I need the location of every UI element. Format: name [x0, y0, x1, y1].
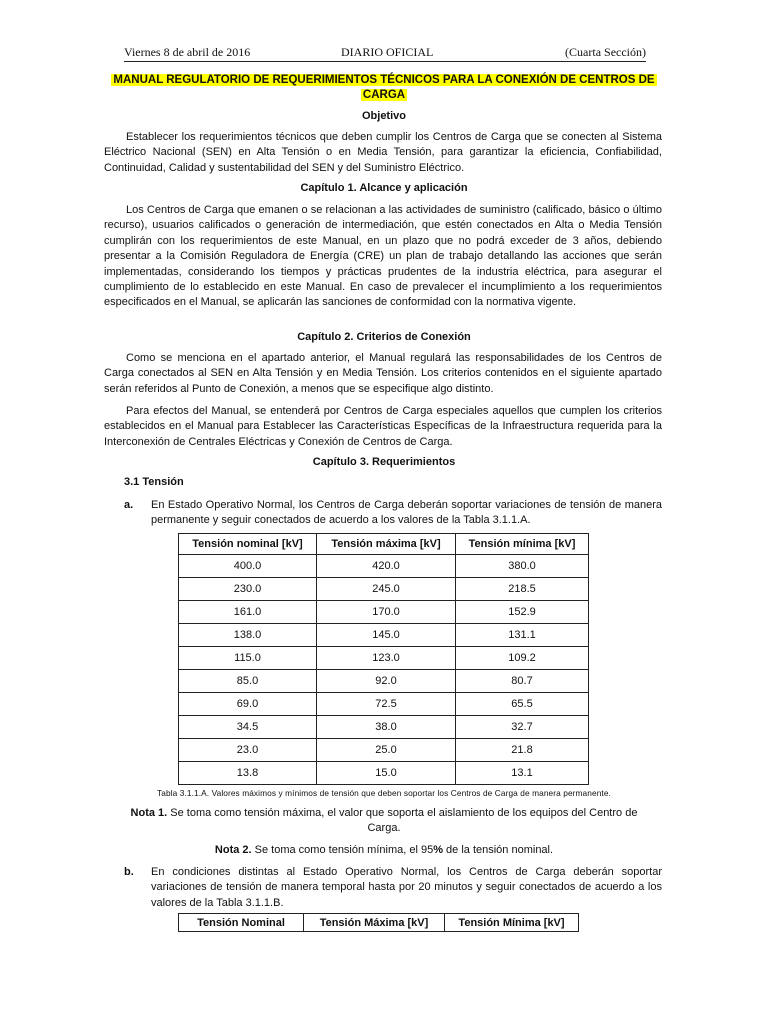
- chapter-1-heading: Capítulo 1. Alcance y aplicación: [300, 182, 468, 194]
- table-a-cell: 218.5: [456, 578, 589, 601]
- note-1-text: Se toma como tensión máxima, el valor que soporta el aislamiento de los equipos del Centro de: [167, 807, 638, 819]
- table-a-cell: 13.1: [456, 762, 589, 785]
- note-1-label: Nota 1.: [130, 807, 168, 819]
- table-a-header-row: [179, 534, 589, 555]
- document-title: [104, 73, 664, 103]
- chapter-2-paragraph-2: Para efectos del Manual, se entenderá por Centros de Carga especiales aquellos que cumplen los criterios establecidos en el Manual para Establecer las Características Específicas de la Infraestructura requerida para la Interconexión de Centrales Eléctricas y Conexión de Centros de Carga.: [104, 405, 662, 448]
- note-1: [104, 806, 664, 837]
- header-section: (Cuarta Sección): [565, 45, 646, 59]
- note-1-text-cont: Carga.: [367, 822, 401, 835]
- objetivo-heading: Objetivo: [361, 110, 406, 122]
- item-b-label: b.: [124, 866, 134, 878]
- chapter-1-paragraph: Los Centros de Carga que emanen o se relacionan a las actividades de suministro (calificado, básico o último recurso), usuarios calificados o generación de intermediación, que estén conectados en Alta o Media Tensión cumplirán con los requerimientos de este Manual, en un plazo que no podrá exceder de 3 años, debiendo presentar a la Comisión Reguladora de Energía (CRE) un plan de trabajo detallando las acciones que serán implementadas, considerando los tiempos y prácticas prudentes de la industria eléctrica, para asegurar el cumplimiento de lo establecido en este Manual. En caso de prevalecer el incumplimiento a los requerimientos especificados en el Manual, se aplicarán las sanciones de conformidad con la normativa vigente.: [104, 204, 662, 309]
- table-a-cell: 32.7: [456, 716, 589, 739]
- table-a-cell: 115.0: [179, 647, 317, 670]
- table-b-header-max: Tensión Máxima [kV]: [304, 914, 445, 932]
- item-a-text: En Estado Operativo Normal, los Centros de Carga deberán soportar variaciones de tensión de manera permanente y seguir conectados de acuerdo a los valores de la Tabla 3.1.1.A.: [151, 499, 662, 527]
- table-a-row: [179, 670, 589, 693]
- table-a-cell: 152.9: [456, 601, 589, 624]
- table-a-row: [179, 762, 589, 785]
- chapter-3-heading: Capítulo 3. Requerimientos: [312, 456, 456, 468]
- table-a-cell: 21.8: [456, 739, 589, 762]
- table-a-row: [179, 716, 589, 739]
- voltage-table-a: [178, 533, 589, 785]
- table-b-header-min: Tensión Mínima [kV]: [445, 914, 579, 932]
- note-2-label: Nota 2.: [214, 844, 252, 856]
- item-a: [124, 498, 662, 529]
- table-a-row: [179, 601, 589, 624]
- table-a-row: [179, 555, 589, 578]
- table-a-cell: 123.0: [317, 647, 456, 670]
- table-a-row: [179, 578, 589, 601]
- section-3-1-heading: 3.1 Tensión: [124, 476, 184, 488]
- table-a-row: [179, 624, 589, 647]
- table-a-cell: 85.0: [179, 670, 317, 693]
- title-line-2: CARGA: [362, 89, 406, 101]
- table-a-cell: 23.0: [179, 739, 317, 762]
- table-a-cell: 80.7: [456, 670, 589, 693]
- table-a-cell: 15.0: [317, 762, 456, 785]
- table-a-cell: 65.5: [456, 693, 589, 716]
- table-a-cell: 69.0: [179, 693, 317, 716]
- header-date: Viernes 8 de abril de 2016: [124, 45, 251, 59]
- table-a-cell: 161.0: [179, 601, 317, 624]
- note-2-text-a: Se toma como tensión mínima, el 95: [251, 844, 434, 856]
- table-a-cell: 400.0: [179, 555, 317, 578]
- note-2-percent: %: [433, 844, 443, 856]
- objetivo-paragraph: Establecer los requerimientos técnicos que deben cumplir los Centros de Carga que se conecten al Sistema Eléctrico Nacional (SEN) en Alta Tensión o en Media Tensión, para garantizar la eficiencia, Confiabilidad, Continuidad, Calidad y sustentabilidad del SEN y del Suministro Eléctrico.: [104, 131, 662, 174]
- table-a-cell: 38.0: [317, 716, 456, 739]
- table-b-header-row: [179, 914, 579, 932]
- note-2-text-b: de la tensión nominal.: [442, 844, 554, 856]
- table-a-cell: 34.5: [179, 716, 317, 739]
- table-a-cell: 72.5: [317, 693, 456, 716]
- note-2: [104, 843, 664, 858]
- table-b-header-nominal: Tensión Nominal: [179, 914, 304, 932]
- table-a-cell: 380.0: [456, 555, 589, 578]
- header-publication: DIARIO OFICIAL: [341, 45, 434, 59]
- item-b: [124, 865, 662, 911]
- page-header: [124, 45, 646, 62]
- chapter-2-heading: Capítulo 2. Criterios de Conexión: [297, 331, 471, 343]
- table-a-cell: 131.1: [456, 624, 589, 647]
- table-a-cell: 13.8: [179, 762, 317, 785]
- table-a-caption: Tabla 3.1.1.A. Valores máximos y mínimos de tensión que deben soportar los Centros de Carga de manera permanente.: [157, 788, 611, 798]
- table-a-cell: 170.0: [317, 601, 456, 624]
- table-a-cell: 420.0: [317, 555, 456, 578]
- table-a-cell: 145.0: [317, 624, 456, 647]
- table-a-cell: 245.0: [317, 578, 456, 601]
- table-a-cell: 230.0: [179, 578, 317, 601]
- item-a-label: a.: [124, 499, 134, 511]
- item-b-text: En condiciones distintas al Estado Operativo Normal, los Centros de Carga deberán soportar variaciones de tensión de manera temporal hasta por 20 minutos y seguir conectados de acuerdo a los valores de la Tabla 3.1.1.B.: [151, 866, 662, 909]
- table-a-cell: 138.0: [179, 624, 317, 647]
- table-a-cell: 25.0: [317, 739, 456, 762]
- voltage-table-b: [178, 913, 579, 932]
- table-a-cell: 109.2: [456, 647, 589, 670]
- table-a-header-min: Tensión mínima [kV]: [456, 534, 589, 555]
- table-a-header-max: Tensión máxima [kV]: [317, 534, 456, 555]
- table-a-row: [179, 693, 589, 716]
- table-a-cell: 92.0: [317, 670, 456, 693]
- table-a-header-nominal: Tensión nominal [kV]: [179, 534, 317, 555]
- title-line-1: MANUAL REGULATORIO DE REQUERIMIENTOS TÉCNICOS PARA LA CONEXIÓN DE CENTROS DE: [113, 74, 655, 86]
- table-a-row: [179, 739, 589, 762]
- chapter-2-paragraph-1: Como se menciona en el apartado anterior, el Manual regulará las responsabilidades de los Centros de Carga conectados al SEN en Alta Tensión y en Media Tensión. Los criterios contenidos en el siguiente apartado serán referidos al Punto de Conexión, a menos que se especifique algo distinto.: [104, 352, 662, 395]
- table-a-row: [179, 647, 589, 670]
